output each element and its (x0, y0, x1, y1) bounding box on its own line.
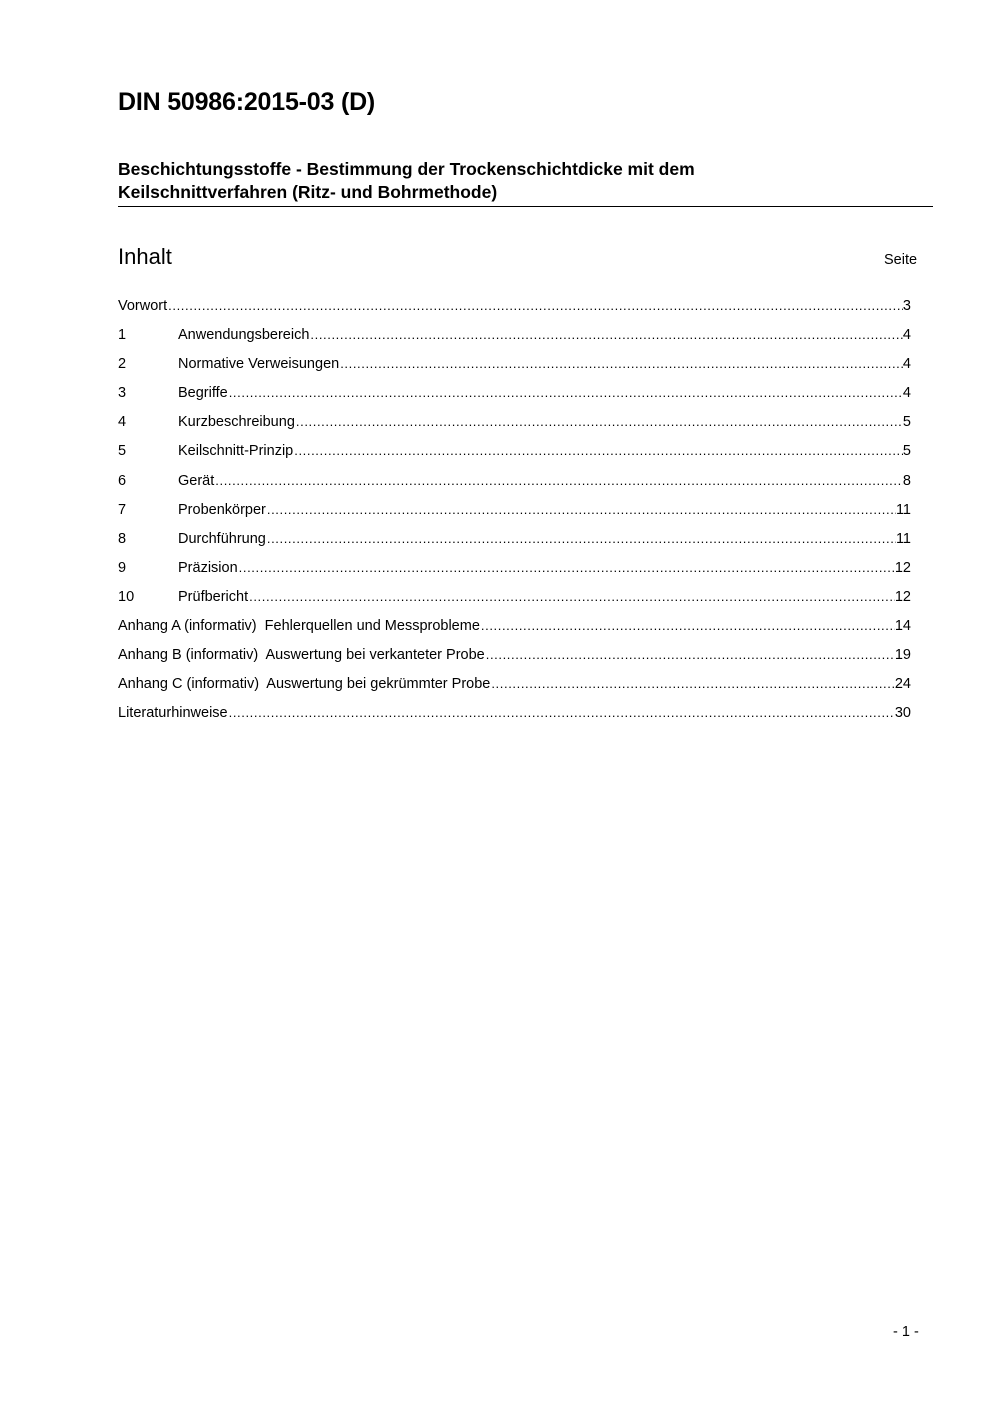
toc-dot-leader (214, 473, 903, 488)
toc-entry[interactable] (118, 502, 911, 531)
toc-entry[interactable] (118, 647, 911, 676)
toc-entry[interactable] (118, 589, 911, 618)
toc-entry-page: 12 (894, 559, 911, 576)
toc-entry-label: Keilschnitt-Prinzip (178, 443, 294, 460)
toc-entry[interactable] (118, 618, 911, 647)
toc-entry[interactable] (118, 356, 911, 385)
toc-entry-number: 4 (118, 414, 127, 431)
toc-entry[interactable] (118, 327, 911, 356)
toc-entry-page: 4 (902, 327, 911, 344)
subtitle-line-1: Beschichtungsstoffe - Bestimmung der Trockenschichtdicke mit dem (118, 159, 695, 179)
toc-entry-label: Durchführung (178, 530, 266, 547)
page-number: - 1 - (893, 1324, 919, 1340)
toc-entry-label: Probenkörper (178, 501, 266, 518)
toc-dot-leader (293, 443, 903, 458)
toc-entry-page: 5 (902, 443, 911, 460)
toc-entry-label: Anwendungsbereich (178, 327, 310, 344)
toc-entry-number: 10 (118, 588, 135, 605)
toc-entry-page: 19 (894, 647, 911, 664)
toc-entry-page: 12 (894, 588, 911, 605)
toc-entry-label: Anhang C (informativ) Auswertung bei gekrümmter Probe (118, 676, 491, 693)
toc-entry[interactable] (118, 560, 911, 589)
toc-dot-leader (339, 356, 903, 371)
toc-dot-leader (485, 647, 895, 662)
toc-entry-page: 11 (895, 530, 911, 547)
toc-entry-page: 8 (902, 472, 911, 489)
toc-entry-page: 4 (902, 356, 911, 373)
toc-entry-page: 24 (894, 676, 911, 693)
toc-dot-leader (490, 676, 895, 691)
toc-entry-page: 4 (902, 385, 911, 402)
toc-entry-number: 3 (118, 385, 127, 402)
toc-entry[interactable] (118, 473, 911, 502)
toc-entry[interactable] (118, 531, 911, 560)
toc-entry-label: Vorwort (118, 298, 168, 314)
toc-entry[interactable] (118, 443, 911, 472)
toc-dot-leader (295, 414, 903, 429)
toc-entry-number: 9 (118, 559, 127, 576)
toc-entry-label: Präzision (178, 559, 238, 576)
toc-entry[interactable] (118, 705, 911, 734)
toc-entry-page: 3 (902, 298, 911, 314)
toc-entry[interactable] (118, 414, 911, 443)
toc-entry-number: 8 (118, 530, 127, 547)
toc-entry-page: 14 (894, 618, 911, 635)
toc-dot-leader (480, 618, 895, 633)
toc-entry-label: Kurzbeschreibung (178, 414, 295, 431)
toc-heading: Inhalt (118, 244, 172, 269)
toc-entry[interactable] (118, 385, 911, 414)
toc-entry-label: Gerät (178, 472, 215, 489)
toc-entry-label: Begriffe (178, 385, 228, 402)
toc-page-column-label: Seite (884, 252, 918, 268)
subtitle-line-2: Keilschnittverfahren (Ritz- und Bohrmethode) (118, 182, 498, 202)
document-subtitle (118, 158, 933, 207)
toc-entry-page: 11 (895, 501, 911, 518)
toc-dot-leader (228, 385, 903, 400)
toc-dot-leader (228, 705, 895, 720)
toc-entry-number: 6 (118, 472, 127, 489)
toc-entry-number: 1 (118, 327, 127, 344)
document-title: DIN 50986:2015-03 (D) (118, 88, 376, 116)
toc-dot-leader (309, 327, 903, 342)
toc-entry-number: 2 (118, 356, 127, 373)
toc-dot-leader (167, 298, 903, 313)
toc-entry-page: 30 (894, 705, 911, 722)
toc-dot-leader (266, 531, 896, 546)
toc-entry-number: 7 (118, 501, 127, 518)
toc-dot-leader (266, 502, 896, 517)
toc-entry-number: 5 (118, 443, 127, 460)
table-of-contents (118, 298, 911, 734)
toc-entry-label: Anhang A (informativ) Fehlerquellen und Messprobleme (118, 618, 480, 635)
toc-entry-page: 5 (902, 414, 911, 431)
toc-dot-leader (248, 589, 895, 604)
toc-entry[interactable] (118, 676, 911, 705)
toc-entry[interactable] (118, 298, 911, 327)
toc-entry-label: Prüfbericht (178, 588, 249, 605)
toc-entry-label: Literaturhinweise (118, 705, 228, 722)
toc-entry-label: Normative Verweisungen (178, 356, 340, 373)
toc-dot-leader (238, 560, 895, 575)
toc-entry-label: Anhang B (informativ) Auswertung bei verkanteter Probe (118, 647, 485, 664)
